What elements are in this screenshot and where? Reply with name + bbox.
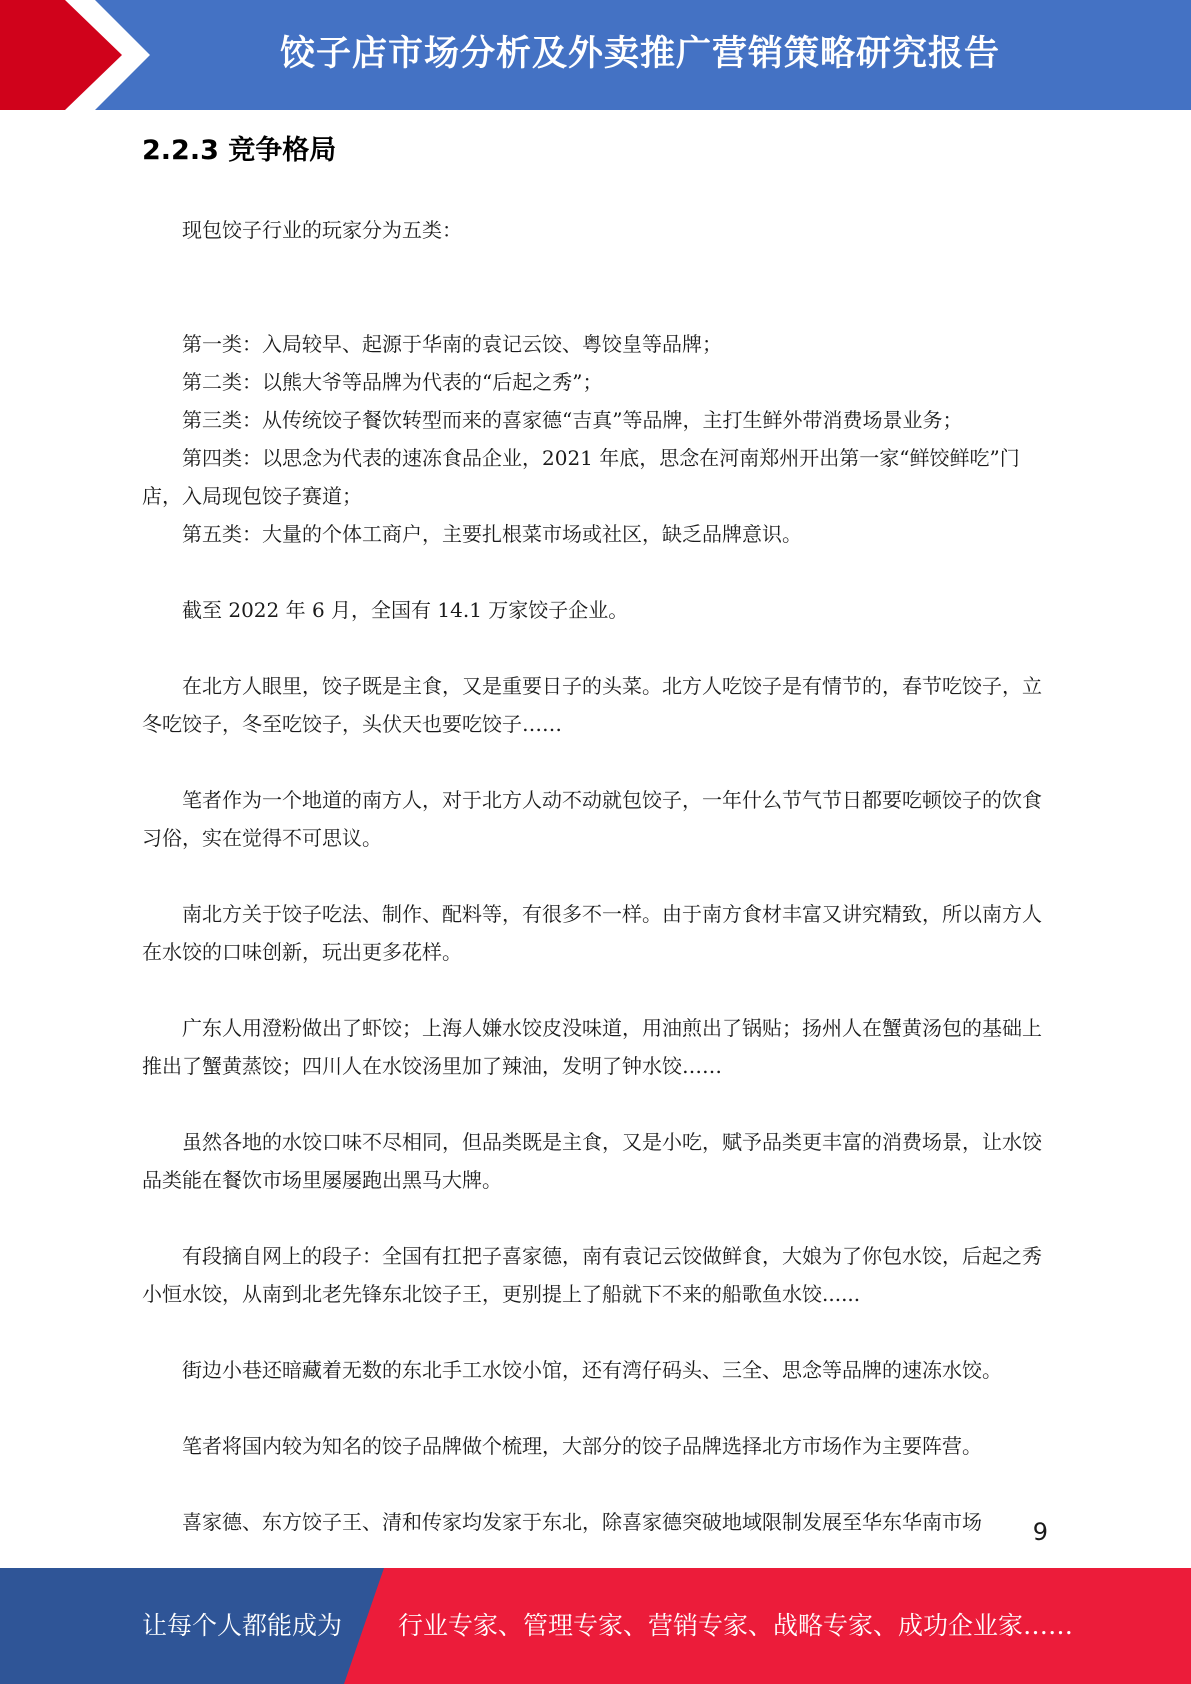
body-content	[142, 211, 1047, 1541]
paragraph: 南北方关于饺子吃法、制作、配料等，有很多不一样。由于南方食材丰富又讲究精致，所以南方人在水饺的口味创新，玩出更多花样。	[142, 902, 1042, 964]
paragraph: 喜家德、东方饺子王、清和传家均发家于东北，除喜家德突破地域限制发展至华东华南市场	[182, 1510, 982, 1534]
footer-slogan-right: 行业专家、管理专家、营销专家、战略专家、成功企业家……	[398, 1611, 1074, 1640]
paragraph: 第三类：从传统饺子餐饮转型而来的喜家德“吉真”等品牌，主打生鲜外带消费场景业务；	[182, 408, 963, 432]
paragraph: 街边小巷还暗藏着无数的东北手工水饺小馆，还有湾仔码头、三全、思念等品牌的速冻水饺。	[182, 1358, 1002, 1382]
paragraph: 第四类：以思念为代表的速冻食品企业，2021 年底，思念在河南郑州开出第一家“鲜饺鲜吃”门店，入局现包饺子赛道；	[142, 446, 1020, 508]
footer-slogan-left: 让每个人都能成为	[142, 1611, 343, 1640]
paragraph: 笔者作为一个地道的南方人，对于北方人动不动就包饺子，一年什么节气节日都要吃顿饺子的饮食习俗，实在觉得不可思议。	[142, 788, 1042, 850]
paragraph: 虽然各地的水饺口味不尽相同，但品类既是主食，又是小吃，赋予品类更丰富的消费场景，让水饺品类能在餐饮市场里屡屡跑出黑马大牌。	[142, 1130, 1042, 1192]
page-footer	[0, 1568, 1191, 1684]
paragraph: 第二类：以熊大爷等品牌为代表的“后起之秀”；	[182, 370, 603, 394]
report-title: 饺子店市场分析及外卖推广营销策略研究报告	[279, 34, 1000, 74]
chevron-arrow-icon	[0, 0, 160, 110]
paragraph: 在北方人眼里，饺子既是主食，又是重要日子的头菜。北方人吃饺子是有情节的，春节吃饺子，立冬吃饺子，冬至吃饺子，头伏天也要吃饺子……	[142, 674, 1042, 736]
paragraph: 广东人用澄粉做出了虾饺；上海人嫌水饺皮没味道，用油煎出了锅贴；扬州人在蟹黄汤包的基础上推出了蟹黄蒸饺；四川人在水饺汤里加了辣油，发明了钟水饺……	[142, 1016, 1042, 1078]
paragraph: 笔者将国内较为知名的饺子品牌做个梳理，大部分的饺子品牌选择北方市场作为主要阵营。	[182, 1434, 982, 1458]
paragraph: 第一类：入局较早、起源于华南的袁记云饺、粤饺皇等品牌；	[182, 332, 722, 356]
page-number: 9	[1032, 1518, 1048, 1546]
section-heading: 2.2.3 竞争格局	[142, 135, 337, 166]
paragraph: 有段摘自网上的段子：全国有扛把子喜家德，南有袁记云饺做鲜食，大娘为了你包水饺，后起之秀小恒水饺，从南到北老先锋东北饺子王，更别提上了船就下不来的船歌鱼水饺......	[142, 1244, 1042, 1306]
paragraph: 现包饺子行业的玩家分为五类：	[182, 218, 462, 242]
paragraph: 第五类：大量的个体工商户，主要扎根菜市场或社区，缺乏品牌意识。	[182, 522, 802, 546]
page-header	[0, 0, 1191, 110]
paragraph: 截至 2022 年 6 月，全国有 14.1 万家饺子企业。	[182, 598, 629, 622]
